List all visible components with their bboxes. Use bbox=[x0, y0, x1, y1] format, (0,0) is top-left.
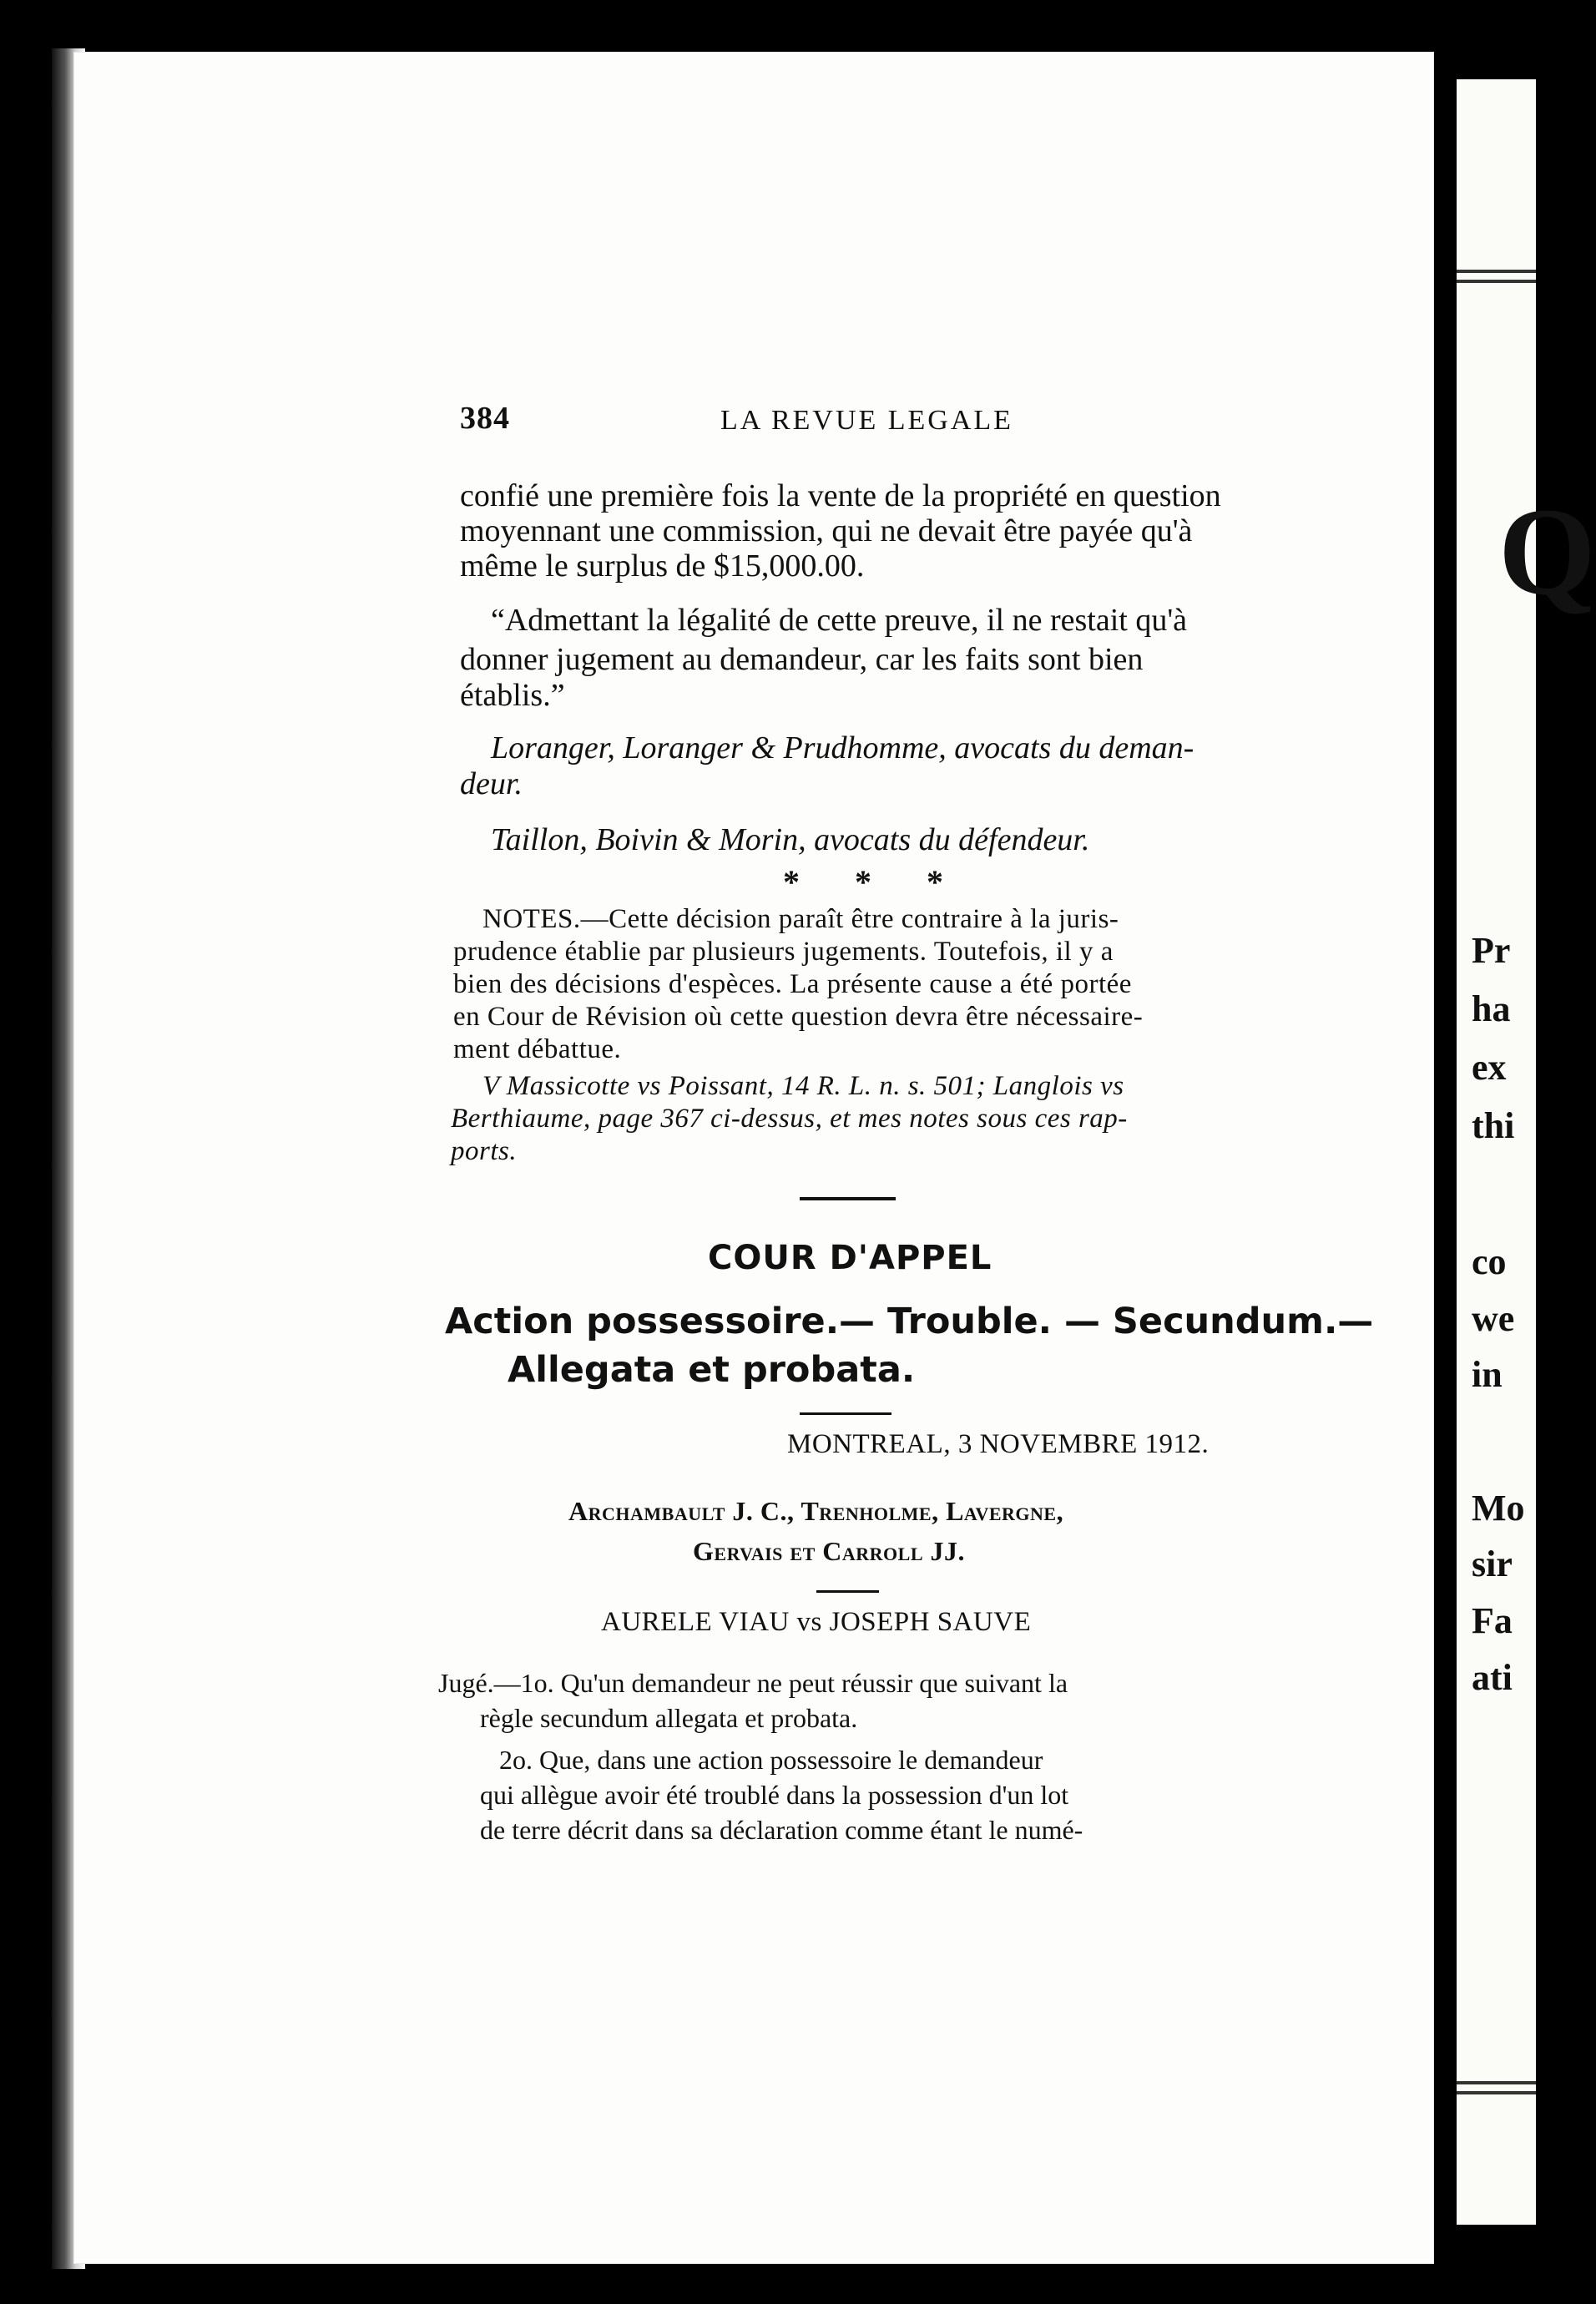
holding-line: de terre décrit dans sa déclaration comme étant le numé- bbox=[480, 1815, 1083, 1845]
running-head: LA REVUE LEGALE bbox=[720, 405, 1013, 436]
page-number: 384 bbox=[460, 401, 510, 436]
divider-rule bbox=[800, 1197, 896, 1200]
adjacent-fragment: ex bbox=[1472, 1047, 1507, 1088]
adjacent-big-letter: Q bbox=[1498, 483, 1596, 621]
notes-reference: ports. bbox=[451, 1136, 518, 1166]
text-line: établis.” bbox=[460, 678, 565, 713]
adjacent-page bbox=[1457, 79, 1596, 2225]
text-line: moyennant une commission, qui ne devait être payée qu'à bbox=[460, 513, 1193, 548]
scanned-page bbox=[73, 52, 1434, 2264]
adjacent-fragment: Fa bbox=[1472, 1600, 1513, 1641]
holding-line: Jugé.—1o. Qu'un demandeur ne peut réussir que suivant la bbox=[438, 1668, 1068, 1698]
case-subject: Allegata et probata. bbox=[508, 1349, 916, 1391]
adjacent-fragment: co bbox=[1472, 1241, 1507, 1282]
notes-line: ment débattue. bbox=[453, 1034, 622, 1064]
adjacent-fragment: ha bbox=[1472, 988, 1511, 1029]
case-date: MONTREAL, 3 NOVEMBRE 1912. bbox=[787, 1429, 1210, 1459]
text-line: confié une première fois la vente de la propriété en question bbox=[460, 478, 1221, 513]
counsel-defendant: Taillon, Boivin & Morin, avocats du défendeur. bbox=[491, 822, 1090, 857]
adjacent-fragment: sir bbox=[1472, 1544, 1513, 1584]
counsel-plaintiff: Loranger, Loranger & Prudhomme, avocats du deman- bbox=[491, 730, 1194, 765]
adjacent-rule bbox=[1457, 2081, 1536, 2084]
adjacent-fragment: we bbox=[1472, 1298, 1515, 1339]
court-title: COUR D'APPEL bbox=[708, 1239, 992, 1277]
adjacent-fragment: Pr bbox=[1472, 930, 1511, 971]
notes-line: en Cour de Révision où cette question devra être nécessaire- bbox=[453, 1002, 1144, 1032]
notes-line: prudence établie par plusieurs jugements. Toutefois, il y a bbox=[453, 937, 1114, 967]
holding-line: 2o. Que, dans une action possessoire le demandeur bbox=[499, 1745, 1043, 1775]
text-line: même le surplus de $15,000.00. bbox=[460, 548, 865, 584]
adjacent-fragment: in bbox=[1472, 1354, 1503, 1395]
divider-rule bbox=[800, 1412, 891, 1415]
notes-line: NOTES.—Cette décision paraît être contraire à la juris- bbox=[482, 904, 1119, 934]
section-separator: * * * bbox=[783, 863, 967, 901]
adjacent-fragment: thi bbox=[1472, 1105, 1515, 1146]
holding-line: qui allègue avoir été troublé dans la possession d'un lot bbox=[480, 1780, 1069, 1810]
case-parties: AURELE VIAU vs JOSEPH SAUVE bbox=[601, 1607, 1032, 1637]
text-line: “Admettant la légalité de cette preuve, il ne restait qu'à bbox=[491, 603, 1188, 638]
notes-reference: Berthiaume, page 367 ci-dessus, et mes notes sous ces rap- bbox=[451, 1104, 1128, 1134]
adjacent-fragment: ati bbox=[1472, 1657, 1513, 1698]
judges: Gervais et Carroll JJ. bbox=[693, 1536, 965, 1566]
case-subject: Action possessoire.— Trouble. — Secundum.— bbox=[445, 1301, 1374, 1342]
holding-line: règle secundum allegata et probata. bbox=[480, 1703, 858, 1733]
text-line: donner jugement au demandeur, car les faits sont bien bbox=[460, 642, 1144, 677]
adjacent-rule bbox=[1457, 280, 1536, 283]
notes-line: bien des décisions d'espèces. La présente cause a été portée bbox=[453, 969, 1132, 999]
adjacent-rule bbox=[1457, 2091, 1536, 2094]
adjacent-rule bbox=[1457, 270, 1536, 273]
judges: Archambault J. C., Trenholme, Lavergne, bbox=[568, 1496, 1064, 1526]
counsel-plaintiff: deur. bbox=[460, 766, 523, 801]
divider-rule bbox=[816, 1590, 879, 1593]
adjacent-fragment: Mo bbox=[1472, 1488, 1525, 1528]
notes-reference: V Massicotte vs Poissant, 14 R. L. n. s. 501; Langlois vs bbox=[482, 1071, 1124, 1101]
